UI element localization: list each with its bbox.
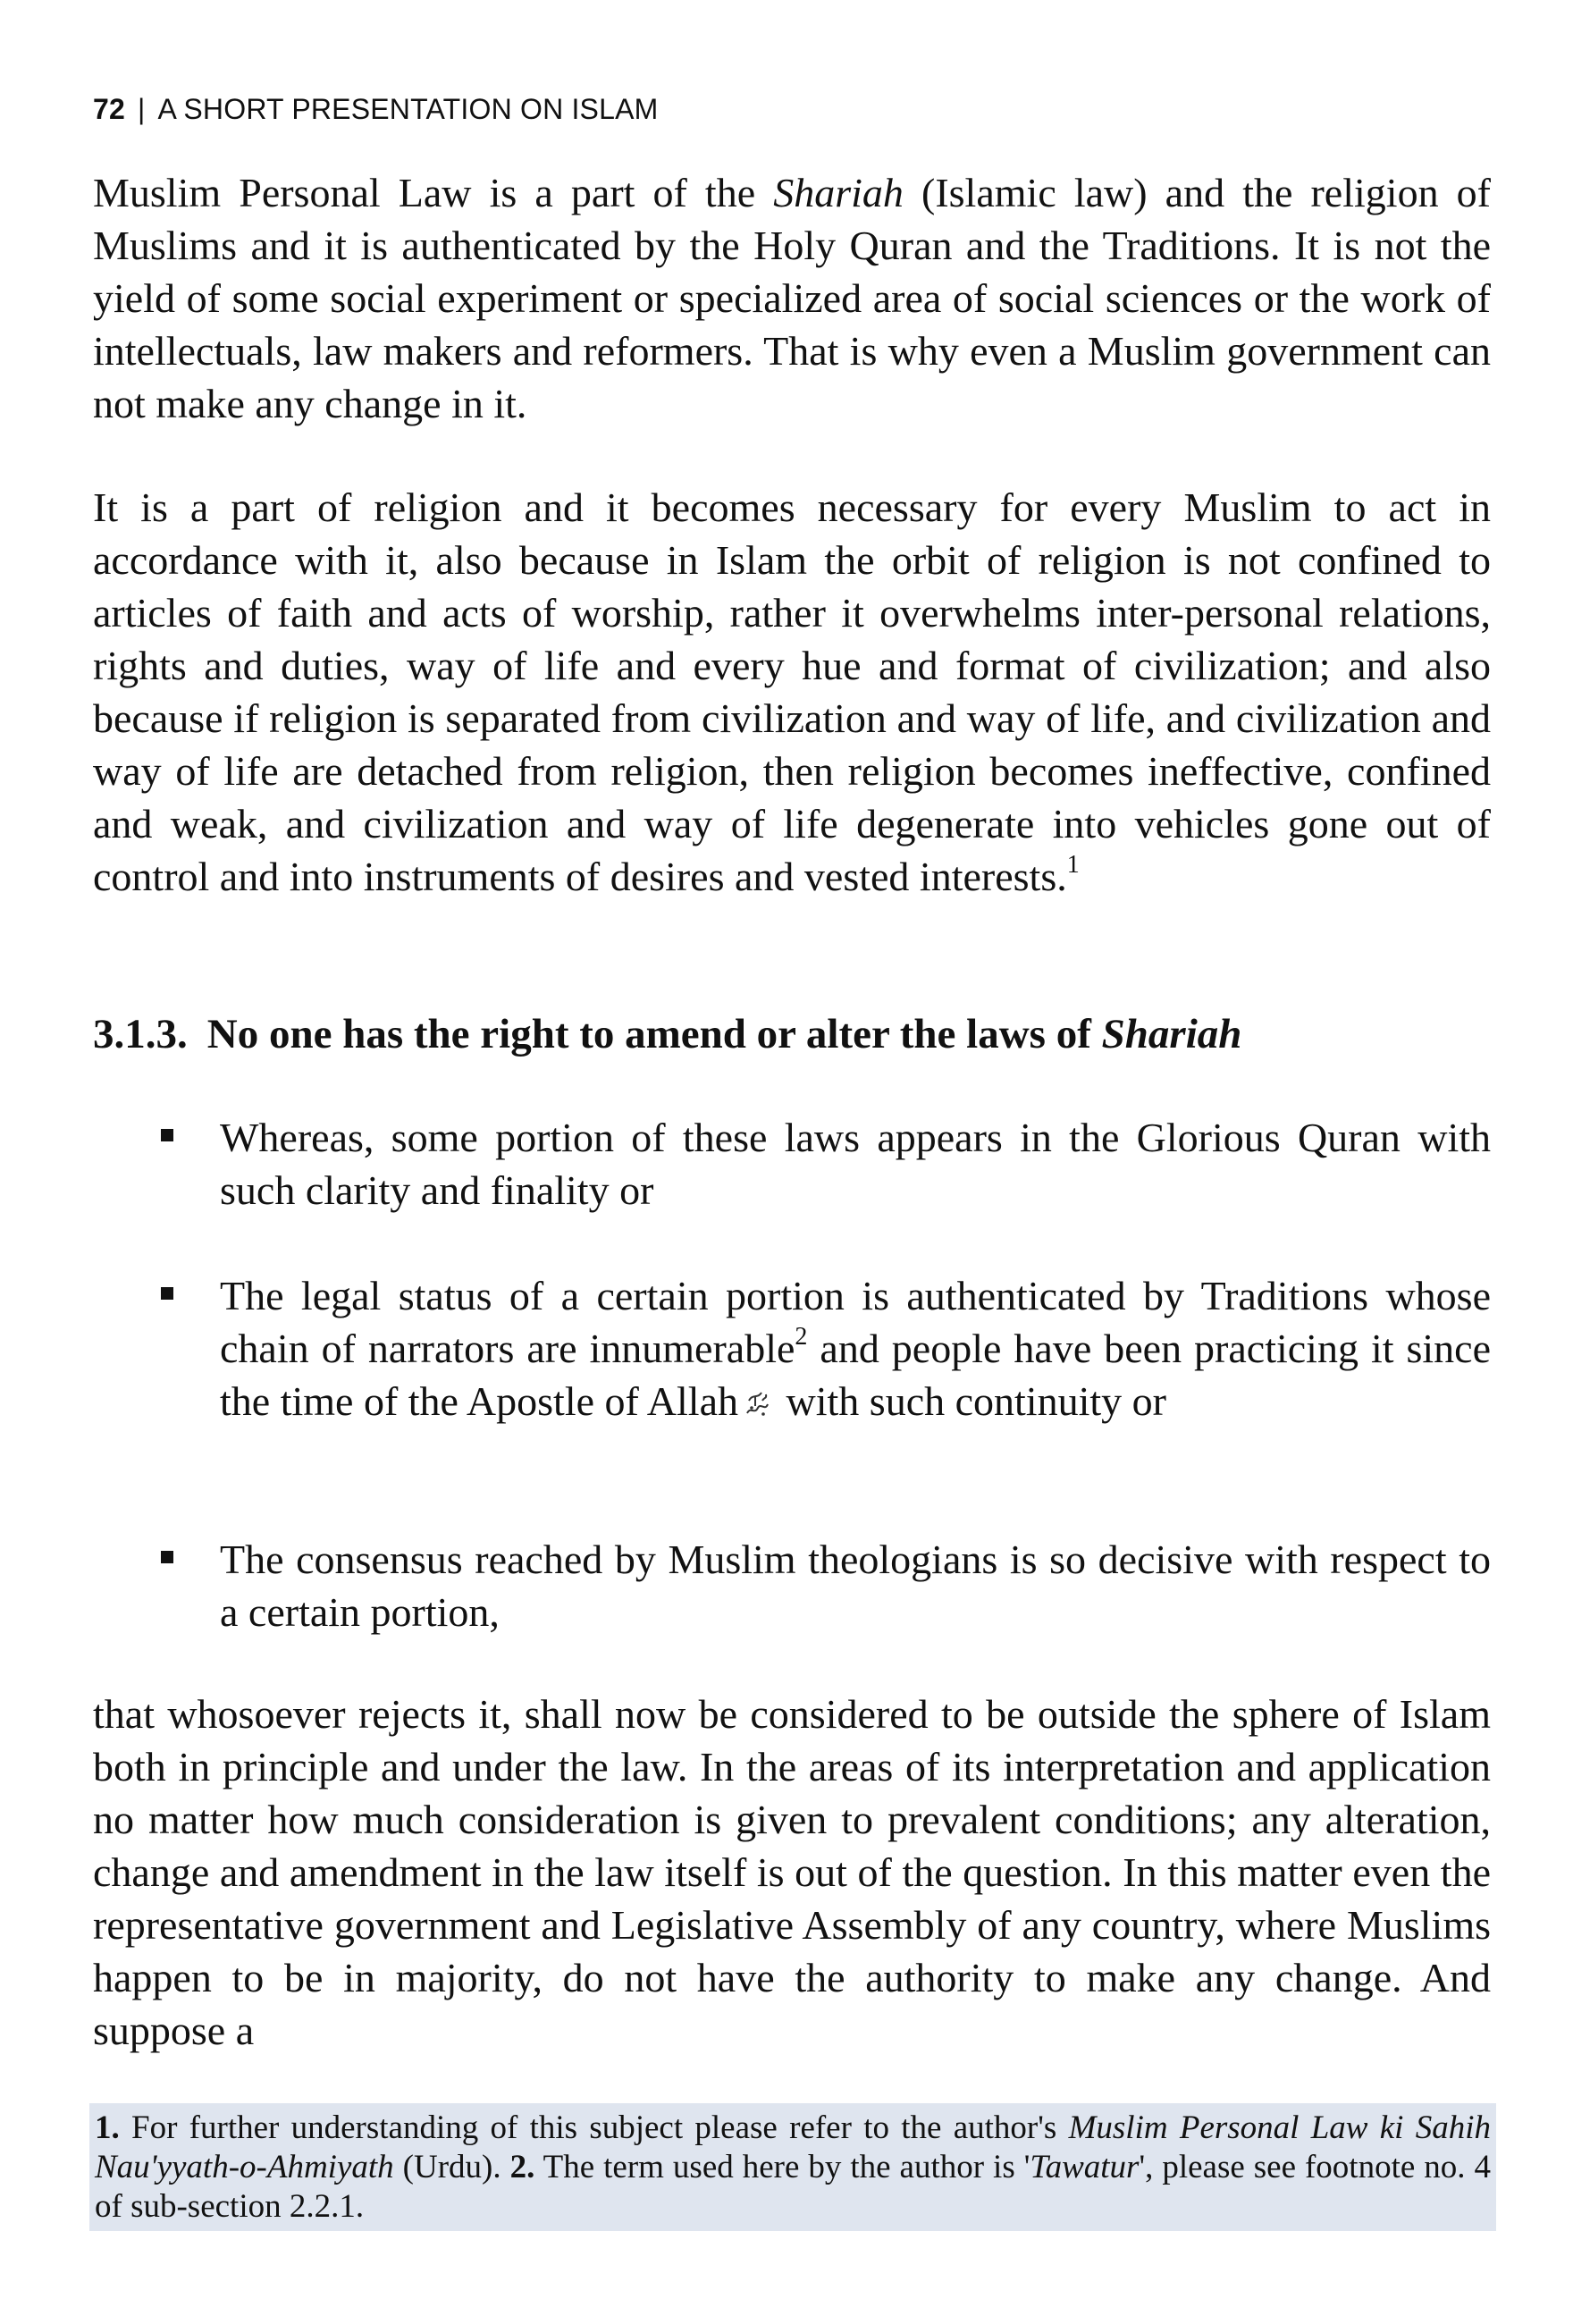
book-title: A SHORT PRESENTATION ON ISLAM <box>157 93 659 125</box>
square-bullet-icon <box>161 1129 173 1141</box>
paragraph-text: Muslim Personal Law is a part of the <box>93 170 774 215</box>
bullet-text: The legal status of a certain portion is authenticated by Traditions whose chain of narrators are innumerable <box>220 1273 1491 1371</box>
bullet-text: The consensus reached by Muslim theologians is so decisive with respect to a certain portion, <box>220 1537 1491 1635</box>
square-bullet-icon <box>161 1287 173 1300</box>
footnotes-box <box>89 2103 1496 2231</box>
footnote-book-title: Muslim Personal Law ki Sahih Nau'yyath-o-Ahmiyath <box>95 2109 1491 2185</box>
bullet-item-traditions <box>220 1269 1491 1427</box>
section-number: 3.1.3. <box>93 1011 188 1057</box>
bullet-item-consensus <box>220 1533 1491 1638</box>
section-title-italic: Shariah <box>1101 1011 1242 1057</box>
header-separator: | <box>138 93 146 125</box>
paragraph-text: (Islamic law) and the religion of Muslims and it is authenticated by the Holy Quran and the Traditions. It is not the yield of some social experiment or specialized area of social sciences or the work of intellectuals, law makers and reformers. That is why even a Muslim government can not make any change in it. <box>93 170 1491 426</box>
footnote-text: The term used here by the author is ' <box>534 2149 1030 2185</box>
section-title: No one has the right to amend or alter the laws of <box>206 1011 1102 1057</box>
bullet-text: with such continuity or <box>776 1378 1166 1424</box>
paragraph-part-of-religion <box>93 481 1491 903</box>
square-bullet-icon <box>161 1551 173 1563</box>
footnote-text: For further understanding of this subject please refer to the author's <box>119 2109 1069 2146</box>
paragraph-text: It is a part of religion and it becomes necessary for every Muslim to act in accordance with it, also because in Islam the orbit of religion is not confined to articles of faith and acts of worship, rather it overwhelms inter-personal relations, rights and duties, way of life and every hue and format of civilization; and also because if religion is separated from civilization and way of life, and civilization and way of life are detached from religion, then religion becomes ineffective, confined and weak, and civilization and way of life degenerate into vehicles gone out of control and into instruments of desires and vested interests. <box>93 484 1491 899</box>
page-number: 72 <box>93 93 125 125</box>
section-heading <box>93 1010 1241 1058</box>
footnote-number-2: 2. <box>509 2149 535 2185</box>
footnote-text: ', please see footnote no. 4 of sub-section 2.2.1. <box>95 2149 1492 2225</box>
running-header <box>93 93 659 126</box>
paragraph-rejection <box>93 1688 1491 2057</box>
paragraph-personal-law <box>93 166 1491 430</box>
term-shariah: Shariah <box>773 170 904 215</box>
bullet-text: Whereas, some portion of these laws appears in the Glorious Quran with such clarity and finality or <box>220 1115 1491 1213</box>
footnote-text: (Urdu). <box>393 2149 510 2185</box>
footnote-term: Tawatur <box>1030 2149 1140 2185</box>
pbuh-calligraphy-icon <box>744 1388 770 1419</box>
bullet-text: and people have been practicing it since the time of the Apostle of Allah <box>220 1326 1492 1424</box>
footnote-ref-2[interactable]: 2 <box>795 1323 808 1351</box>
footnote-ref-1[interactable]: 1 <box>1066 851 1080 879</box>
footnote-number-1: 1. <box>95 2109 120 2146</box>
bullet-item-quran <box>220 1111 1491 1217</box>
paragraph-text: that whosoever rejects it, shall now be considered to be outside the sphere of Islam both in principle and under the law. In the areas of its interpretation and application no matter how much consideration is given to prevalent conditions; any alteration, change and amendment in the law itself is out of the question. In this matter even the representative government and Legislative Assembly of any country, where Muslims happen to be in majority, do not have the authority to make any change. And suppose a <box>93 1691 1491 2053</box>
